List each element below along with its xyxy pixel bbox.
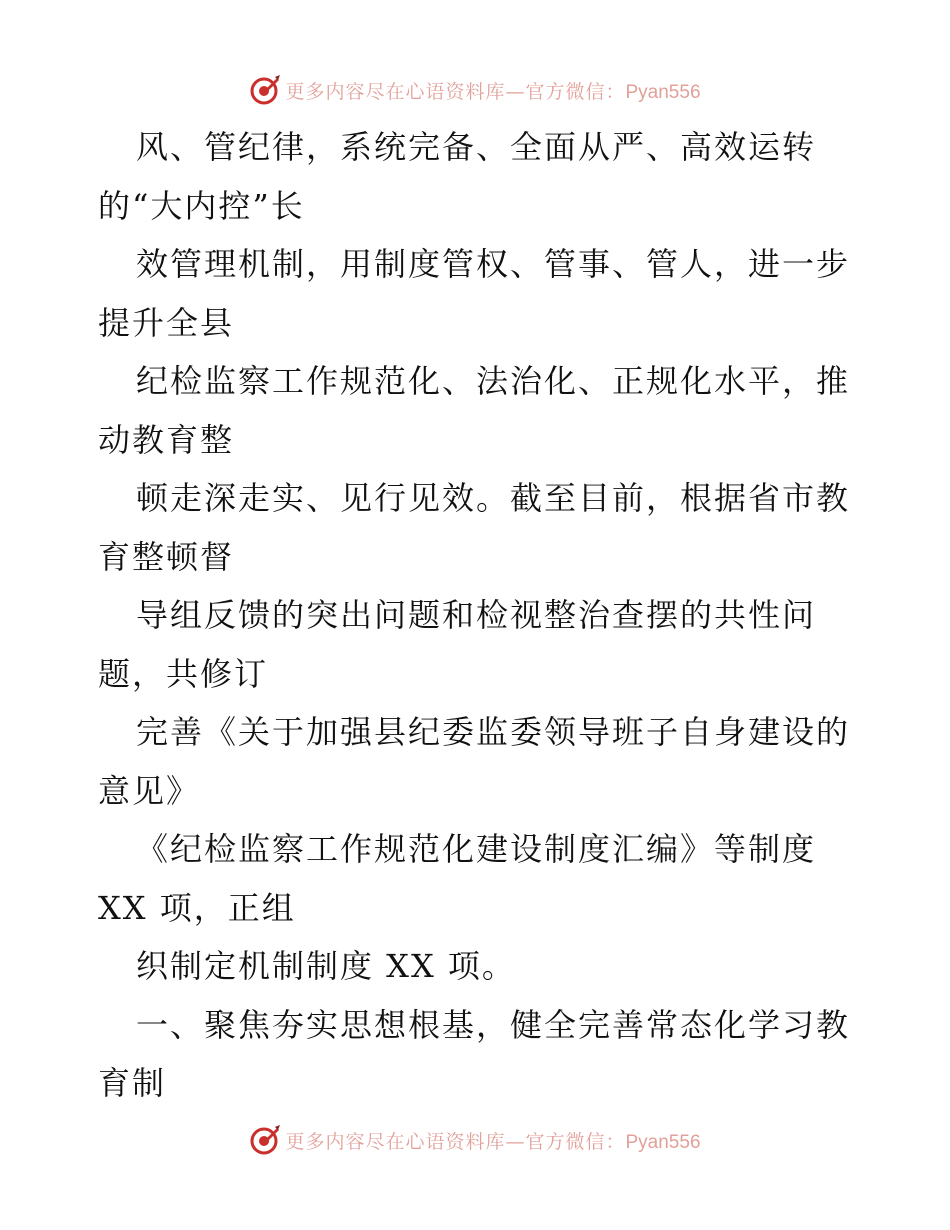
text-line: 织制定机制制度 XX 项。 [136,947,516,985]
text-line: 动教育整 [98,420,235,459]
header-banner [0,70,950,110]
text-line: 一、聚焦夯实思想根基，健全完善常态化学习教 [136,1005,851,1044]
pen-logo-icon [249,1124,281,1156]
footer-banner-id: Pyan556 [625,1131,701,1153]
text-line: 纪检监察工作规范化、法治化、正规化水平，推 [136,362,851,400]
text-line: 意见》 [98,771,201,810]
header-banner-id: Pyan556 [625,81,701,103]
text-line: 效管理机制，用制度管权、管事、管人，进一步 [136,245,851,283]
footer-banner-text: 更多内容尽在心语资料库—官方微信：Pyan556 [285,1130,701,1153]
footer-banner [0,1120,950,1160]
text-line: 育整顿督 [98,537,235,576]
text-line: 完善《关于加强县纪委监委领导班子自身建设的 [136,713,851,751]
text-line: 导组反馈的突出问题和检视整治查摆的共性问 [136,596,817,634]
text-line: 《纪检监察工作规范化建设制度汇编》等制度 [136,830,817,868]
text-line: 的“大内控”长 [98,186,305,225]
text-line: 提升全县 [98,303,235,342]
pen-logo-icon [249,74,281,106]
text-line: 题，共修订 [98,654,269,693]
header-banner-text: 更多内容尽在心语资料库—官方微信：Pyan556 [285,80,701,103]
text-line: XX 项，正组 [98,888,296,927]
text-line: 风、管纪律，系统完备、全面从严、高效运转 [136,128,817,166]
document-body [98,118,858,1113]
text-line: 顿走深走实、见行见效。截至目前，根据省市教 [136,479,851,517]
text-line: 育制 [98,1064,167,1102]
